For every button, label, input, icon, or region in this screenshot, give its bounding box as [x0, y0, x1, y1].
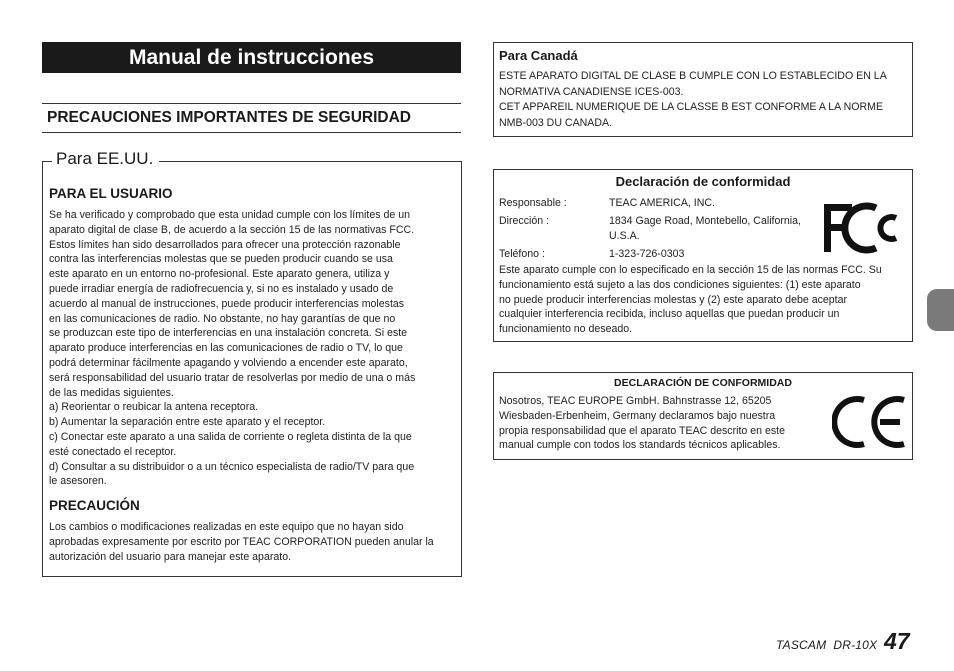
text-line: podrá determinar fácilmente apagando y volviendo a encender este aparato,	[49, 356, 408, 369]
ce-declaration-box	[493, 372, 913, 460]
text-line: ESTE APARATO DIGITAL DE CLASE B CUMPLE CON LO ESTABLECIDO EN LA	[499, 70, 887, 82]
text-line: aprobadas expresamente por escrito por TEAC CORPORATION pueden anular la	[49, 535, 434, 548]
text-line: este aparato en un entorno no-profesional. Este aparato genera, utiliza y	[49, 268, 390, 281]
text-line: Estos límites han sido desarrollados para ofrecer una protección razonable	[49, 238, 401, 251]
text-line: Se ha verificado y comprobado que esta unidad cumple con los límites de un	[49, 209, 410, 221]
address-line: 1834 Gage Road, Montebello, California,	[609, 214, 801, 227]
text-line: se produzcan este tipo de interferencias en una instalación concreta. Si este	[49, 327, 408, 340]
text-line: manual cumple con todos los standards técnicos aplicables.	[499, 439, 781, 452]
text-line: será responsabilidad del usuario tratar de resolverlas por medio de una o más	[49, 371, 416, 384]
section-heading: PRECAUCIONES IMPORTANTES DE SEGURIDAD	[42, 103, 461, 133]
text-line: esté conectado el receptor.	[49, 445, 177, 458]
declaration-text	[499, 263, 911, 337]
text-line: b) Aumentar la separación entre este aparato y el receptor.	[49, 416, 326, 429]
footer-brand: TASCAM DR-10X	[776, 638, 878, 652]
address-label: Dirección :	[499, 214, 550, 227]
ce-declaration-text	[499, 394, 819, 453]
ce-mark-icon	[832, 393, 910, 451]
phone-label: Teléfono :	[499, 248, 545, 261]
canada-notice-box	[493, 42, 913, 137]
phone-value: 1-323-726-0303	[609, 248, 685, 261]
text-line: a) Reorientar o reubicar la antena receptora.	[49, 401, 259, 414]
text-line: Los cambios o modificaciones realizadas en este equipo que no hayan sido	[49, 521, 404, 533]
manual-title: Manual de instrucciones	[42, 42, 461, 73]
caution-heading: PRECAUCIÓN	[49, 498, 140, 513]
user-heading: PARA EL USUARIO	[49, 186, 173, 201]
responsible-label: Responsable :	[499, 197, 567, 209]
section-tab-marker	[927, 289, 954, 331]
text-line: CET APPAREIL NUMERIQUE DE LA CLASSE B EST CONFORME A LA NORME	[499, 101, 884, 113]
declaration-contact	[499, 196, 819, 262]
declaration-heading: Declaración de conformidad	[615, 174, 791, 189]
address-value	[609, 214, 801, 244]
text-line: autorización del usuario para manejar este aparato.	[49, 550, 292, 563]
fcc-logo-icon	[822, 200, 900, 256]
text-line: Este aparato cumple con lo especificado en la sección 15 de las normas FCC. Su	[499, 264, 882, 276]
text-line: NMB-003 DU CANADA.	[499, 116, 613, 129]
fcc-declaration-box	[493, 169, 913, 342]
responsible-value: TEAC AMERICA, INC.	[609, 197, 715, 209]
responsible-row	[499, 196, 819, 211]
phone-row	[499, 247, 819, 262]
page-number: 47	[884, 628, 910, 654]
usa-notice-box	[42, 161, 462, 577]
text-line: propia responsabilidad que el aparato TEAC descrito en este	[499, 424, 786, 437]
text-line: NORMATIVA CANADIENSE ICES-003.	[499, 85, 684, 98]
text-line: cualquier interferencia recibida, incluso aquellas que puedan producir un	[499, 308, 840, 321]
text-line: en las comunicaciones de radio. No obstante, no hay garantías de que no	[49, 312, 396, 325]
caution-text	[49, 520, 459, 564]
text-line: de las medidas siguientes.	[49, 386, 174, 399]
text-line: aparato produce interferencias en las comunicaciones de radio o TV, lo que	[49, 342, 403, 355]
text-line: Nosotros, TEAC EUROPE GmbH. Bahnstrasse 12, 65205	[499, 395, 772, 407]
text-line: le asesoren.	[49, 475, 107, 488]
usa-heading: Para EE.UU.	[52, 148, 159, 170]
text-line: d) Consultar a su distribuidor o a un técnico especialista de radio/TV para que	[49, 460, 415, 473]
text-line: no puede producir interferencias molestas y (2) este aparato debe aceptar	[499, 293, 848, 306]
text-line: puede irradiar energía de radiofrecuencia y, si no es instalado y usado de	[49, 282, 394, 295]
canada-text	[499, 69, 909, 131]
text-line: acuerdo al manual de instrucciones, puede producir interferencias molestas	[49, 297, 405, 310]
text-line: funcionamiento está sujeto a las dos condiciones siguientes: (1) este aparato	[499, 278, 861, 291]
text-line: aparato digital de clase B, de acuerdo a la sección 15 de las normativas FCC.	[49, 223, 415, 236]
address-line: U.S.A.	[609, 229, 640, 242]
canada-heading: Para Canadá	[499, 48, 578, 63]
user-notice-text	[49, 208, 459, 489]
address-row	[499, 214, 819, 244]
text-line: contra las interferencias molestas que se pueden producir cuando se usa	[49, 253, 393, 266]
text-line: funcionamiento no deseado.	[499, 323, 633, 336]
text-line: Wiesbaden-Erbenheim, Germany declaramos bajo nuestra	[499, 409, 776, 422]
text-line: c) Conectar este aparato a una salida de corriente o regleta distinta de la que	[49, 430, 412, 443]
ce-declaration-heading: DECLARACIÓN DE CONFORMIDAD	[614, 377, 792, 389]
